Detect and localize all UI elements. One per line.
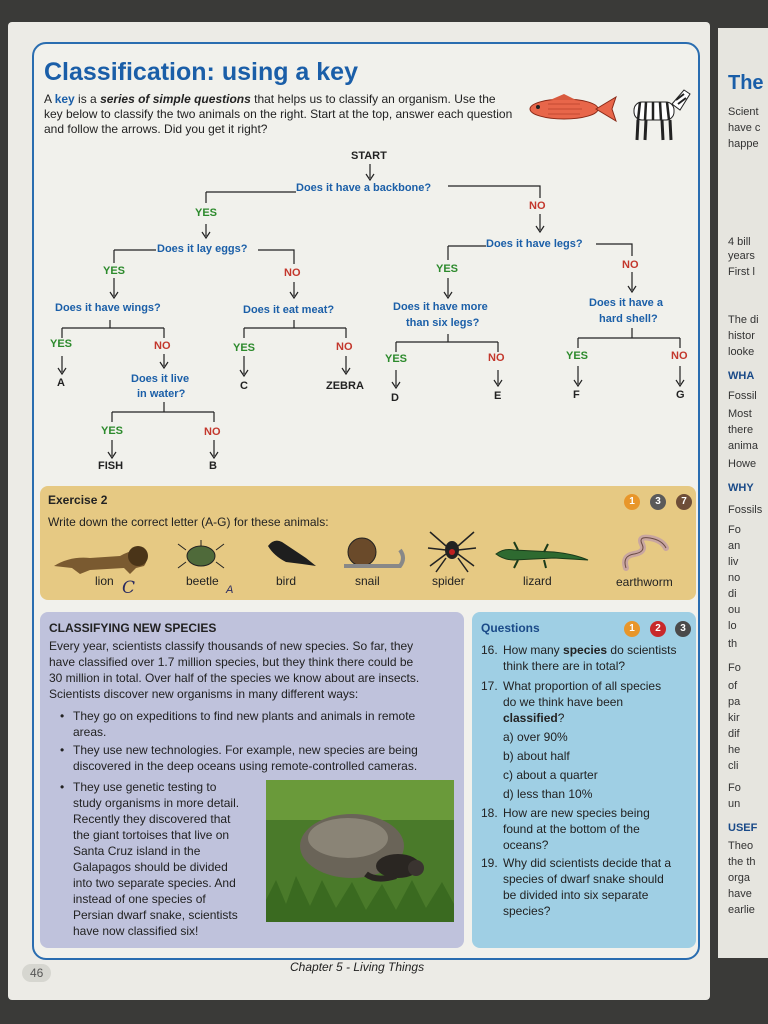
answer-option: c) about a quarter: [503, 768, 598, 782]
key-leaf-a: A: [57, 377, 65, 389]
facing-page-text: lo: [728, 620, 737, 632]
key-no-label: NO: [336, 341, 353, 353]
key-leaf-e: E: [494, 390, 502, 402]
key-leaf-zebra: ZEBRA: [326, 380, 364, 392]
facing-page-text: The di: [728, 314, 759, 326]
bullet-text: Galapagos should be divided: [73, 860, 228, 874]
facing-page-text: Theo: [728, 840, 754, 852]
facing-page-text: Scient: [728, 106, 759, 118]
key-question-shell-1: Does it have a: [589, 297, 663, 309]
key-yes-label: YES: [385, 353, 408, 365]
key-no-label: NO: [154, 340, 171, 352]
facing-page-text: The: [728, 72, 764, 94]
facing-page-text: cli: [728, 760, 739, 772]
bullet-text: instead of one species of: [73, 892, 206, 906]
key-question-shell-2: hard shell?: [599, 313, 658, 325]
bullet-text: have now classified six!: [73, 924, 199, 938]
facing-page-text: Fo: [728, 662, 741, 674]
key-leaf-b: B: [209, 460, 217, 472]
key-leaf-g: G: [676, 389, 685, 401]
facing-page-text: no: [728, 572, 741, 584]
classifying-heading: CLASSIFYING NEW SPECIES: [49, 621, 217, 635]
facing-page-text: looke: [728, 346, 755, 358]
animal-label: bird: [276, 574, 297, 588]
facing-page-text: First l: [728, 266, 755, 278]
question-number: 18.: [481, 806, 498, 820]
intro-text: A key is a series of simple questions that helps us to classify an organism. Use the key below to classify the two animals on the right. Start at the top, answer each question and follow the arrows. Did you get it right?: [44, 92, 513, 136]
bullet-text: They go on expeditions to find new plants and animals in remote: [73, 709, 416, 723]
facing-page-text: un: [728, 798, 741, 810]
key-no-label: NO: [622, 259, 639, 271]
facing-page-text: there: [728, 424, 754, 436]
question-text: classified?: [503, 711, 565, 725]
classifying-para-line: have classified over 1.7 million species, but they think there could be: [49, 655, 414, 669]
facing-page-text: an: [728, 540, 741, 552]
key-leaf-fish: FISH: [98, 460, 124, 472]
animal-label: lizard: [523, 574, 552, 588]
facing-page-text: liv: [728, 556, 739, 568]
bullet-text: discovered in the deep oceans using remote-controlled cameras.: [73, 759, 418, 773]
answer-option: a) over 90%: [503, 730, 568, 744]
key-yes-label: YES: [103, 265, 126, 277]
facing-page-text: anima: [728, 440, 758, 452]
key-yes-label: YES: [101, 425, 124, 437]
facing-page-text: have: [728, 888, 752, 900]
question-text: species?: [503, 904, 551, 918]
questions-heading: Questions: [481, 621, 540, 635]
key-no-label: NO: [488, 352, 505, 364]
beetle-icon: [176, 536, 226, 572]
facing-page-text: orga: [728, 872, 751, 884]
bullet-text: Santa Cruz island in the: [73, 844, 201, 858]
question-text: do we think have been: [503, 695, 624, 709]
animal-label: lion: [95, 574, 114, 588]
question-text: oceans?: [503, 838, 549, 852]
bullet-text: study organisms in more detail.: [73, 796, 240, 810]
page-number: 46: [22, 964, 51, 982]
key-question-water-2: in water?: [137, 388, 186, 400]
bullet-text: Recently they discovered that: [73, 812, 231, 826]
key-question-wings: Does it have wings?: [55, 302, 161, 314]
key-question-eggs: Does it lay eggs?: [157, 243, 248, 255]
key-yes-label: YES: [566, 350, 589, 362]
earthworm-icon: [620, 534, 672, 574]
classifying-para-line: 30 million in total. Over half of the species we know about are insects.: [49, 671, 420, 685]
facing-page-text: Most: [728, 408, 752, 420]
facing-page-text: Fo: [728, 524, 741, 536]
key-no-label: NO: [284, 267, 301, 279]
key-yes-label: YES: [195, 207, 218, 219]
answer-option: b) about half: [503, 749, 570, 763]
chapter-footer: Chapter 5 - Living Things: [290, 960, 425, 974]
snail-icon: [340, 536, 410, 572]
facing-page-text: WHY: [728, 482, 754, 494]
key-leaf-d: D: [391, 392, 399, 404]
classifying-para-line: Scientists discover new organisms in many different ways:: [49, 687, 359, 701]
facing-page-text: histor: [728, 330, 755, 342]
facing-page-text: Fossils: [728, 504, 763, 516]
facing-page-text: earlie: [728, 904, 755, 916]
tortoise-photo: [266, 780, 454, 922]
bird-icon: [262, 532, 318, 572]
bullet-text: Persian dwarf snake, scientists: [73, 908, 238, 922]
key-yes-label: YES: [233, 342, 256, 354]
answer-option: d) less than 10%: [503, 787, 593, 801]
bullet-text: areas.: [73, 725, 107, 739]
question-text: species of dwarf snake should: [503, 872, 664, 886]
question-text: think there are in total?: [503, 659, 626, 673]
key-no-label: NO: [529, 200, 546, 212]
difficulty-badge: 3: [675, 621, 691, 637]
facing-page-text: kir: [728, 712, 740, 724]
question-text: Why did scientists decide that a: [503, 856, 672, 870]
question-number: 17.: [481, 679, 498, 693]
difficulty-badge: 3: [650, 494, 666, 510]
facing-page-text: dif: [728, 728, 740, 740]
key-start: START: [351, 150, 387, 162]
difficulty-badge: 7: [676, 494, 692, 510]
animal-label: snail: [355, 574, 380, 588]
facing-page-text: Fossil: [728, 390, 757, 402]
key-question-legs: Does it have legs?: [486, 238, 583, 250]
lizard-icon: [494, 540, 590, 570]
question-number: 16.: [481, 643, 498, 657]
difficulty-badge: 2: [650, 621, 666, 637]
animal-label: earthworm: [616, 575, 673, 589]
key-question-water-1: Does it live: [131, 373, 190, 385]
facing-page-text: USEF: [728, 822, 758, 834]
handwritten-answer: C: [122, 578, 136, 598]
bullet-text: They use genetic testing to: [73, 780, 217, 794]
key-question-sixlegs-1: Does it have more: [393, 301, 488, 313]
facing-page-text: ou: [728, 604, 741, 616]
facing-page-text: th: [728, 638, 738, 650]
classifying-para-line: Every year, scientists classify thousands of new species. So far, they: [49, 639, 414, 653]
bullet-icon: •: [60, 780, 65, 794]
animal-label: spider: [432, 574, 465, 588]
bullet-text: the giant tortoises that live on: [73, 828, 230, 842]
facing-page-text: have c: [728, 122, 761, 134]
facing-page-text: he: [728, 744, 741, 756]
difficulty-badge: 1: [624, 494, 640, 510]
key-no-label: NO: [204, 426, 221, 438]
facing-page-text: Howe: [728, 458, 757, 470]
key-leaf-f: F: [573, 389, 580, 401]
facing-page-text: WHA: [728, 370, 755, 382]
spider-icon: [426, 528, 478, 574]
bullet-icon: •: [60, 709, 65, 723]
key-no-label: NO: [671, 350, 688, 362]
question-number: 19.: [481, 856, 498, 870]
facing-page-text: 4 bill: [728, 236, 751, 248]
key-question-meat: Does it eat meat?: [243, 304, 335, 316]
question-text: be divided into six separate: [503, 888, 649, 902]
exercise-instruction: Write down the correct letter (A-G) for these animals:: [48, 515, 329, 529]
exercise-heading: Exercise 2: [48, 493, 108, 507]
key-question-sixlegs-2: than six legs?: [406, 317, 480, 329]
animal-label: beetle: [186, 574, 219, 588]
difficulty-badge: 1: [624, 621, 640, 637]
lion-icon: [50, 536, 154, 576]
facing-page-text: of: [728, 680, 738, 692]
handwritten-answer: A: [226, 584, 234, 596]
question-text: What proportion of all species: [503, 679, 662, 693]
facing-page-text: pa: [728, 696, 741, 708]
key-question-backbone: Does it have a backbone?: [296, 182, 432, 194]
key-leaf-c: C: [240, 380, 248, 392]
facing-page-text: di: [728, 588, 737, 600]
facing-page-text: the th: [728, 856, 756, 868]
key-yes-label: YES: [50, 338, 73, 350]
facing-page-text: Fo: [728, 782, 741, 794]
bullet-text: into two separate species. And: [73, 876, 236, 890]
page-title: Classification: using a key: [44, 58, 358, 86]
question-text: How are new species being: [503, 806, 650, 820]
facing-page-text: years: [728, 250, 755, 262]
question-text: found at the bottom of the: [503, 822, 640, 836]
key-yes-label: YES: [436, 263, 459, 275]
facing-page-text: happe: [728, 138, 759, 150]
question-text: How many species do scientists: [503, 643, 677, 657]
bullet-icon: •: [60, 743, 65, 757]
bullet-text: They use new technologies. For example, new species are being: [73, 743, 418, 757]
